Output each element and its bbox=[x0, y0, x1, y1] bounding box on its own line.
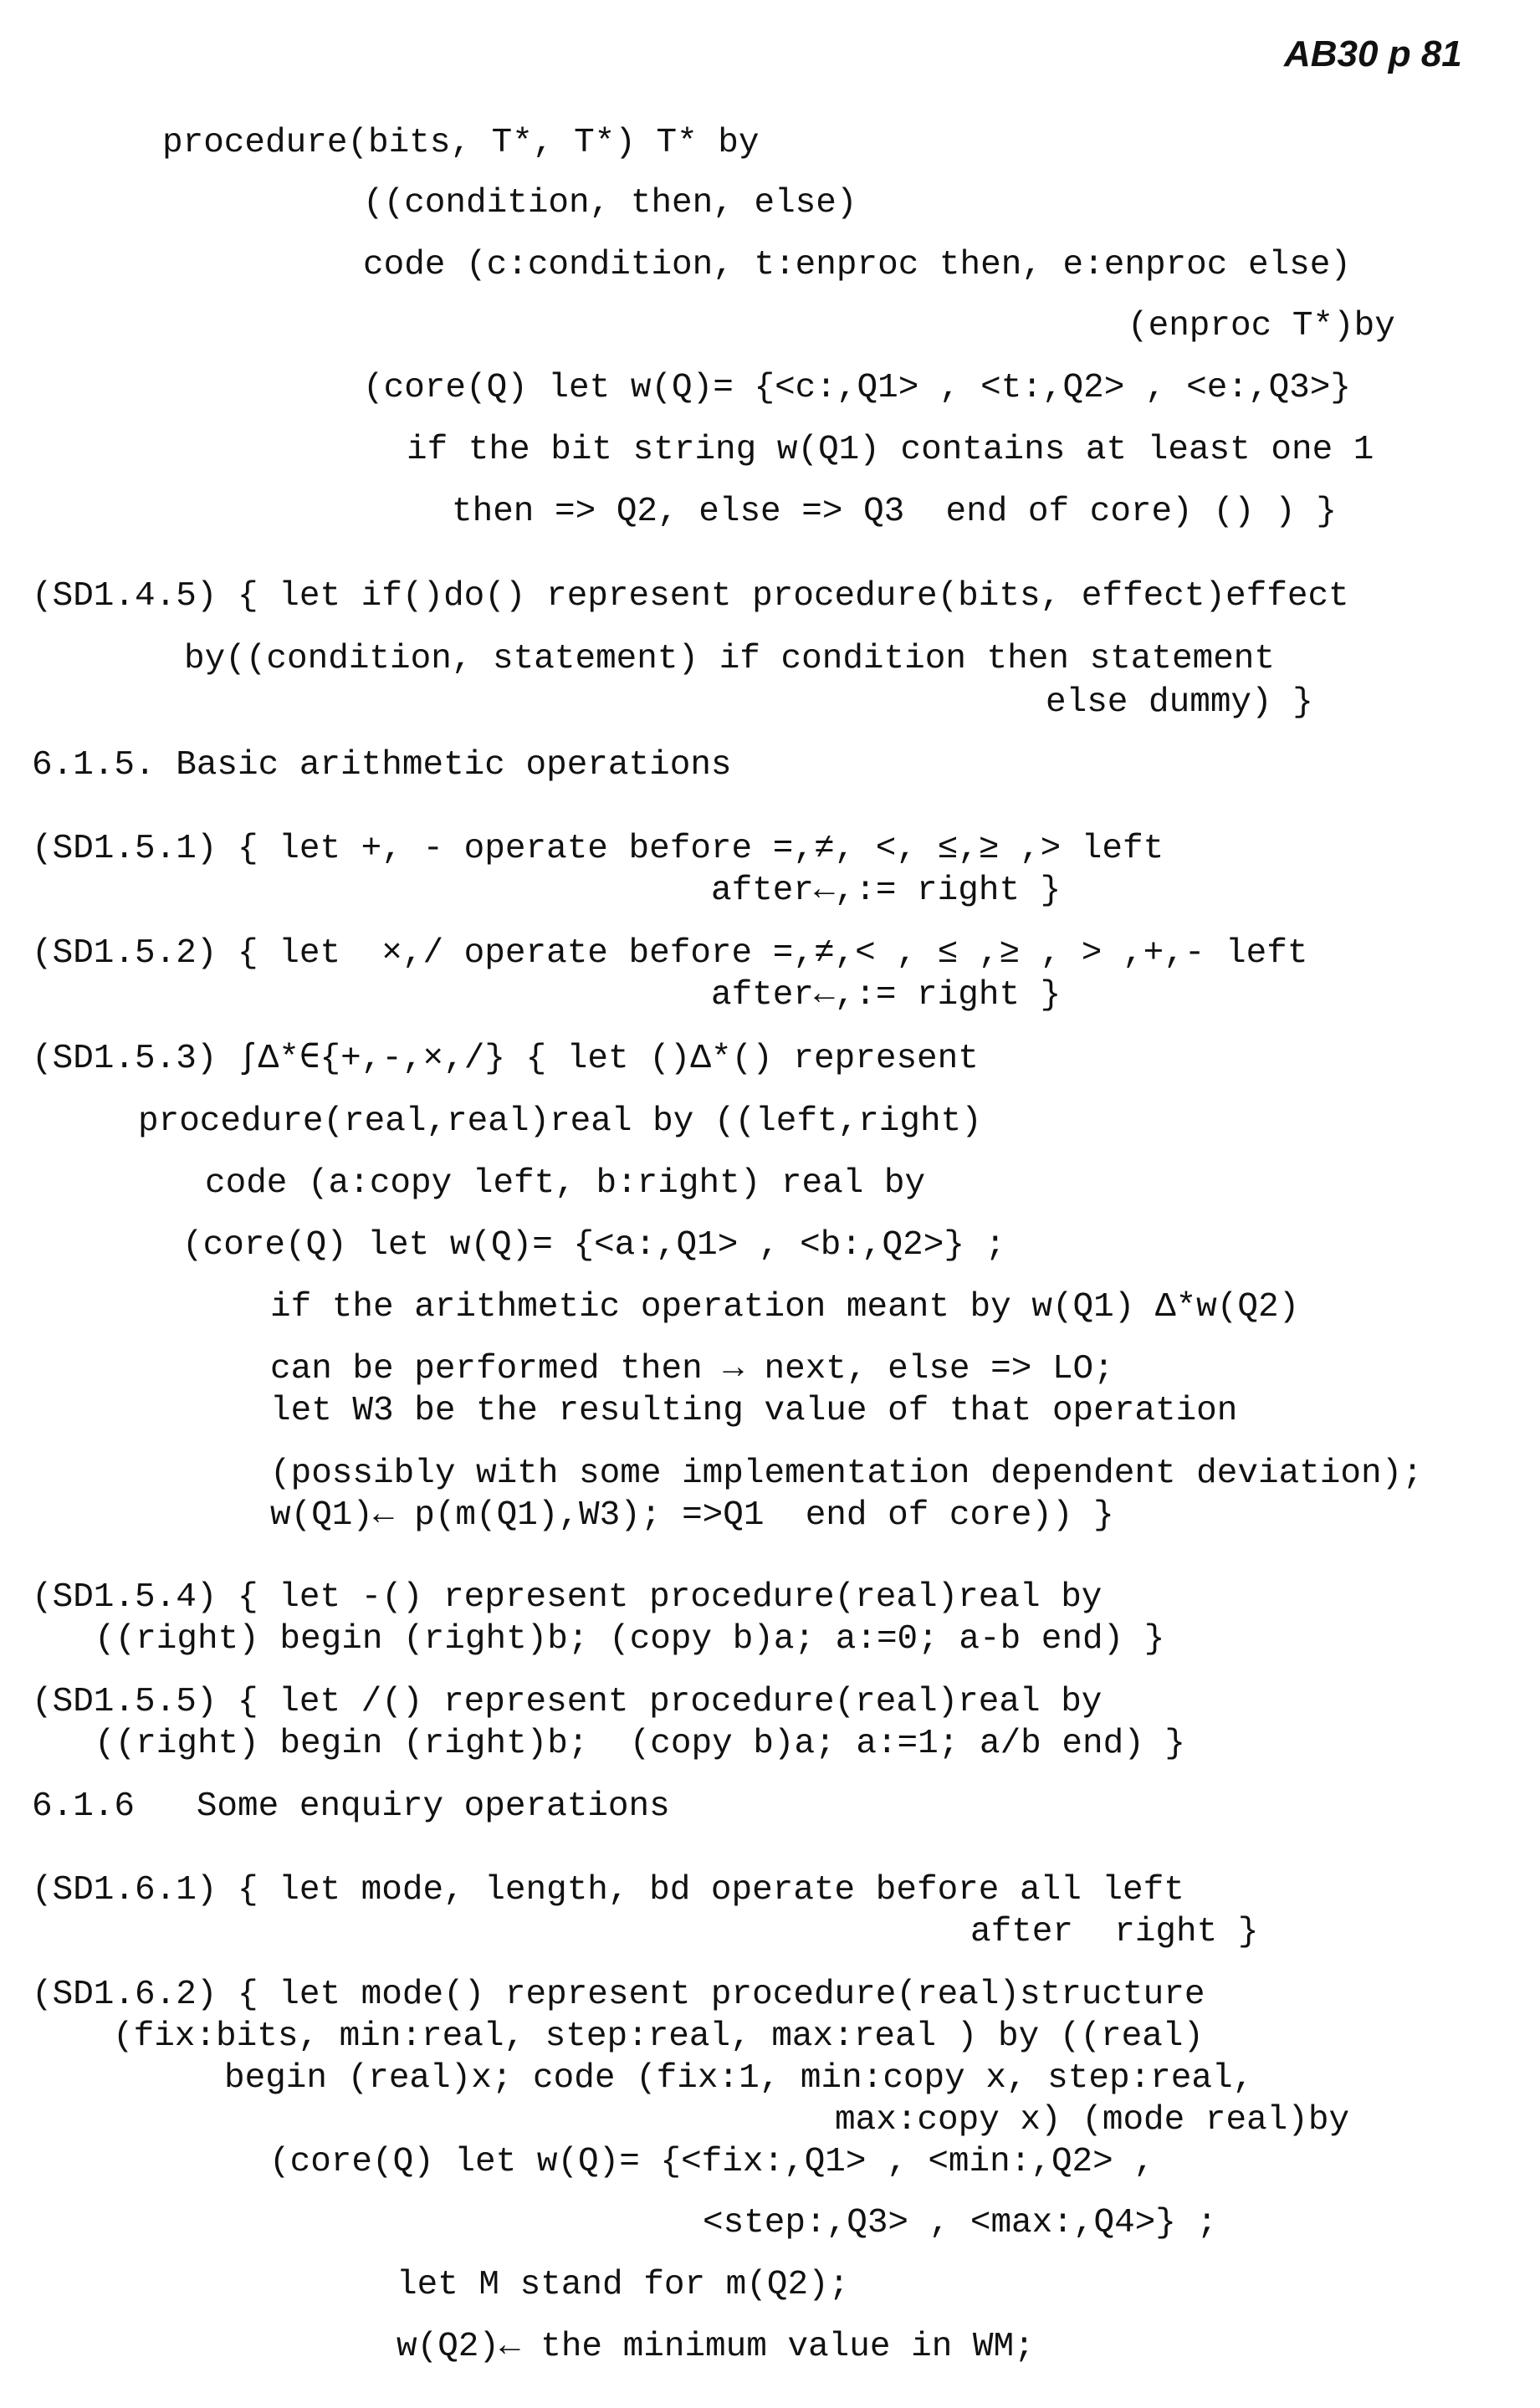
sd151-line-1: (SD1.5.1) { let +, - operate before =,≠, <, ≤,≥ ,> left bbox=[32, 830, 1164, 868]
sd152-line-2: after←,:= right } bbox=[711, 976, 1062, 1015]
sd153-line-4: (core(Q) let w(Q)= {<a:,Q1> , <b:,Q2>} ; bbox=[182, 1226, 1006, 1265]
sd162-line-3: begin (real)x; code (fix:1, min:copy x, step:real, bbox=[224, 2059, 1254, 2098]
sd153-line-5: if the arithmetic operation meant by w(Q1) Δ*w(Q2) bbox=[270, 1288, 1300, 1327]
sd155-line-1: (SD1.5.5) { let /() represent procedure(real)real by bbox=[32, 1683, 1103, 1721]
block1-line-2: ((condition, then, else) bbox=[363, 184, 857, 222]
sd145-line-1: (SD1.4.5) { let if()do() represent procedure(bits, effect)effect bbox=[32, 577, 1349, 616]
section-616-heading: 6.1.6 Some enquiry operations bbox=[32, 1787, 670, 1826]
sd153-line-1: (SD1.5.3) ∫Δ*∈{+,-,×,/} { let ()Δ*() represent bbox=[32, 1040, 979, 1078]
sd154-line-1: (SD1.5.4) { let -() represent procedure(real)real by bbox=[32, 1578, 1103, 1617]
page-reference: AB30 p 81 bbox=[1284, 33, 1462, 74]
sd152-line-1: (SD1.5.2) { let ×,/ operate before =,≠,< , ≤ ,≥ , > ,+,- left bbox=[32, 934, 1308, 973]
sd145-line-2: by((condition, statement) if condition then statement bbox=[184, 640, 1276, 678]
sd153-line-3: code (a:copy left, b:right) real by bbox=[205, 1164, 926, 1203]
sd151-line-2: after←,:= right } bbox=[711, 872, 1062, 910]
sd162-line-8: w(Q2)← the minimum value in WM; bbox=[397, 2328, 1035, 2366]
sd161-line-1: (SD1.6.1) { let mode, length, bd operate before all left bbox=[32, 1871, 1184, 1910]
sd153-line-9: w(Q1)← p(m(Q1),W3); =>Q1 end of core)) } bbox=[270, 1496, 1114, 1535]
sd162-line-7: let M stand for m(Q2); bbox=[397, 2266, 850, 2304]
block1-line-1: procedure(bits, T*, T*) T* by bbox=[162, 124, 760, 162]
sd153-line-8: (possibly with some implementation dependent deviation); bbox=[270, 1455, 1423, 1493]
sd162-line-5: (core(Q) let w(Q)= {<fix:,Q1> , <min:,Q2> , bbox=[269, 2143, 1154, 2181]
sd145-line-3: else dummy) } bbox=[1046, 683, 1313, 722]
sd162-line-4: max:copy x) (mode real)by bbox=[835, 2101, 1350, 2140]
sd153-line-7: let W3 be the resulting value of that operation bbox=[270, 1392, 1238, 1430]
sd153-line-6: can be performed then → next, else => LO; bbox=[270, 1350, 1114, 1388]
sd155-line-2: ((right) begin (right)b; (copy b)a; a:=1; a/b end) } bbox=[95, 1725, 1186, 1763]
sd162-line-1: (SD1.6.2) { let mode() represent procedure(real)structure bbox=[32, 1976, 1205, 2014]
sd153-line-2: procedure(real,real)real by ((left,right) bbox=[138, 1102, 982, 1141]
sd154-line-2: ((right) begin (right)b; (copy b)a; a:=0; a-b end) } bbox=[95, 1620, 1165, 1659]
sd162-line-2: (fix:bits, min:real, step:real, max:real ) by ((real) bbox=[113, 2017, 1205, 2056]
block1-line-4: (enproc T*)by bbox=[1128, 307, 1395, 345]
block1-line-3: code (c:condition, t:enproc then, e:enproc else) bbox=[363, 246, 1351, 284]
sd162-line-6: <step:,Q3> , <max:,Q4>} ; bbox=[703, 2204, 1218, 2242]
block1-line-5: (core(Q) let w(Q)= {<c:,Q1> , <t:,Q2> , <e:,Q3>} bbox=[363, 369, 1351, 407]
block1-line-6: if the bit string w(Q1) contains at least one 1 bbox=[407, 431, 1374, 469]
section-615-heading: 6.1.5. Basic arithmetic operations bbox=[32, 746, 732, 785]
sd161-line-2: after right } bbox=[970, 1913, 1259, 1951]
block1-line-7: then => Q2, else => Q3 end of core) () ) } bbox=[452, 493, 1337, 531]
